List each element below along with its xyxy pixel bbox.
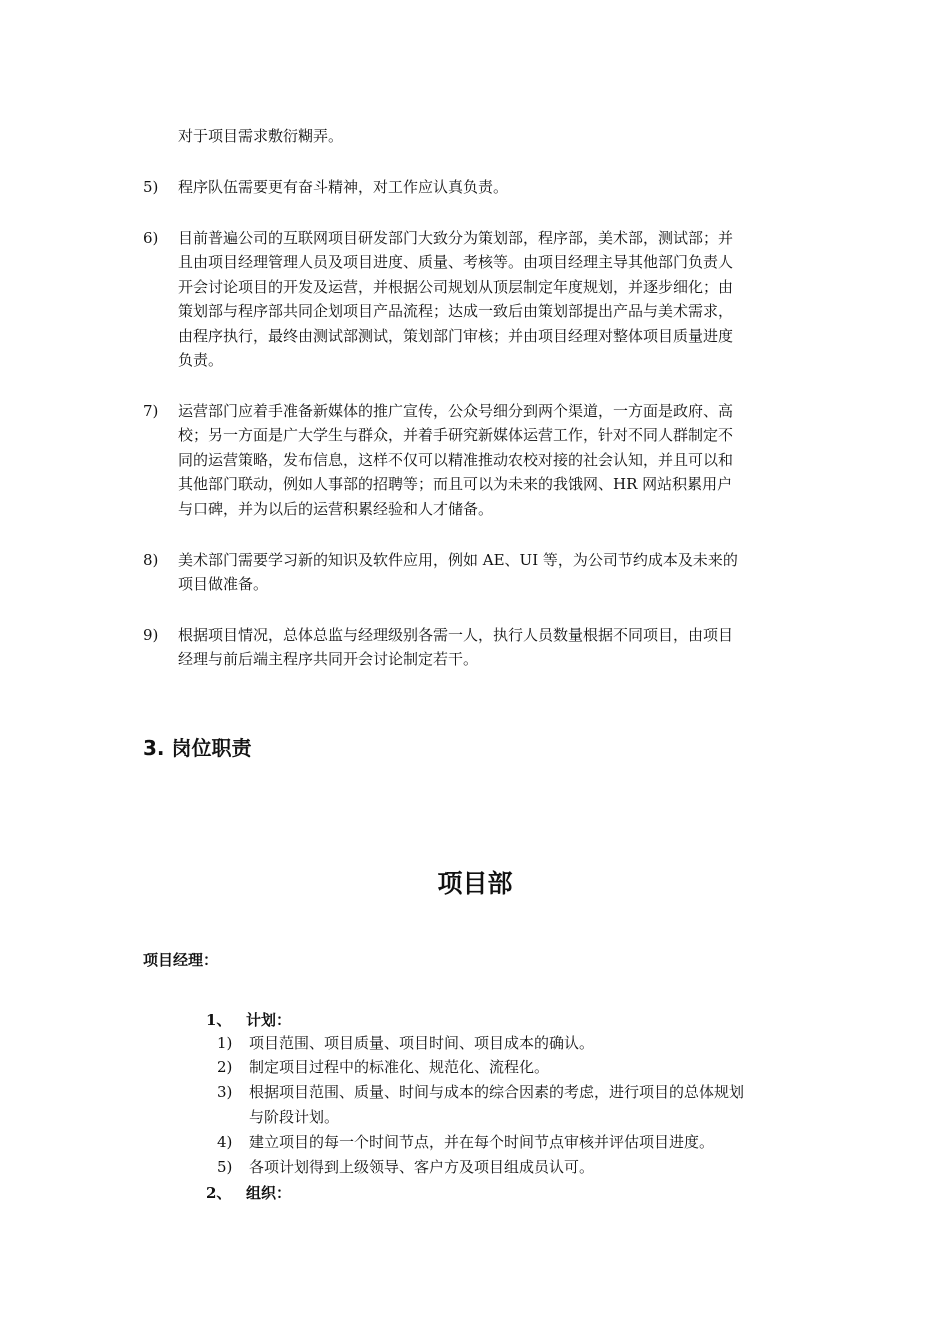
sub-number: 5) (217, 1158, 233, 1176)
sub-number: 4) (217, 1133, 233, 1151)
text-line: 美术部门需要学习新的知识及软件应用，例如 AE、UI 等，为公司节约成本及未来的 (178, 551, 738, 569)
text-line: 策划部与程序部共同企划项目产品流程；达成一致后由策划部提出产品与美术需求， (178, 302, 734, 321)
text-line: 其他部门联动，例如人事部的招聘等；而且可以为未来的我饿网、HR 网站积累用户 (178, 475, 733, 494)
sub-number: 2) (217, 1058, 233, 1076)
text-line: 开会讨论项目的开发及运营，并根据公司规划从顶层制定年度规划，并逐步细化；由 (178, 277, 734, 296)
org-number: 2、 (206, 1184, 232, 1202)
sub-item-text: 项目范围、项目质量、项目时间、项目成本的确认。 (249, 1034, 595, 1052)
list-number: 5) (143, 178, 159, 196)
text-line: 同的运营策略，发布信息，这样不仅可以精准推动农校对接的社会认知，并且可以和 (178, 450, 734, 469)
text-line: 项目做准备。 (178, 575, 269, 594)
continuation-line: 对于项目需求敷衍糊弄。 (178, 127, 344, 145)
text-line: 与口碑，并为以后的运营积累经验和人才储备。 (178, 499, 494, 518)
list-item-text (178, 623, 733, 672)
list-item-text (178, 399, 733, 521)
department-title: 项目部 (437, 869, 513, 898)
text-line: 根据项目范围、质量、时间与成本的综合因素的考虑，进行项目的总体规划 (249, 1083, 745, 1101)
sub-number: 1) (217, 1034, 233, 1052)
text-line: 由程序执行，最终由测试部测试，策划部门审核；并由项目经理对整体项目质量进度 (178, 326, 734, 345)
sub-item-text: 建立项目的每一个时间节点，并在每个时间节点审核并评估项目进度。 (249, 1133, 715, 1151)
text-line: 负责。 (178, 351, 224, 370)
text-line: 校；另一方面是广大学生与群众，并着手研究新媒体运营工作，针对不同人群制定不 (178, 426, 734, 445)
org-label: 组织： (246, 1184, 292, 1202)
list-number: 8) (143, 551, 159, 569)
sub-item-text: 制定项目过程中的标准化、规范化、流程化。 (249, 1058, 550, 1076)
sub-number: 3) (217, 1083, 233, 1101)
list-number: 7) (143, 402, 159, 420)
list-item-text (178, 226, 733, 372)
plan-number: 1、 (206, 1011, 232, 1029)
list-item-text: 程序队伍需要更有奋斗精神，对工作应认真负责。 (178, 178, 509, 196)
text-line: 与阶段计划。 (249, 1107, 340, 1126)
list-number: 9) (143, 626, 159, 644)
plan-label: 计划： (246, 1011, 292, 1029)
text-line: 经理与前后端主程序共同开会讨论制定若干。 (178, 650, 479, 669)
list-item-text (178, 548, 738, 597)
sub-item-text: 各项计划得到上级领导、客户方及项目组成员认可。 (249, 1158, 595, 1176)
list-number: 6) (143, 229, 159, 247)
sub-item-text (249, 1080, 744, 1129)
text-line: 运营部门应着手准备新媒体的推广宣传，公众号细分到两个渠道，一方面是政府、高 (178, 402, 734, 420)
section-heading: 3. 岗位职责 (143, 736, 252, 760)
text-line: 目前普遍公司的互联网项目研发部门大致分为策划部，程序部，美术部，测试部；并 (178, 229, 734, 247)
text-line: 且由项目经理管理人员及项目进度、质量、考核等。由项目经理主导其他部门负责人 (178, 253, 734, 272)
text-line: 根据项目情况，总体总监与经理级别各需一人，执行人员数量根据不同项目，由项目 (178, 626, 734, 644)
role-label: 项目经理： (143, 951, 219, 969)
